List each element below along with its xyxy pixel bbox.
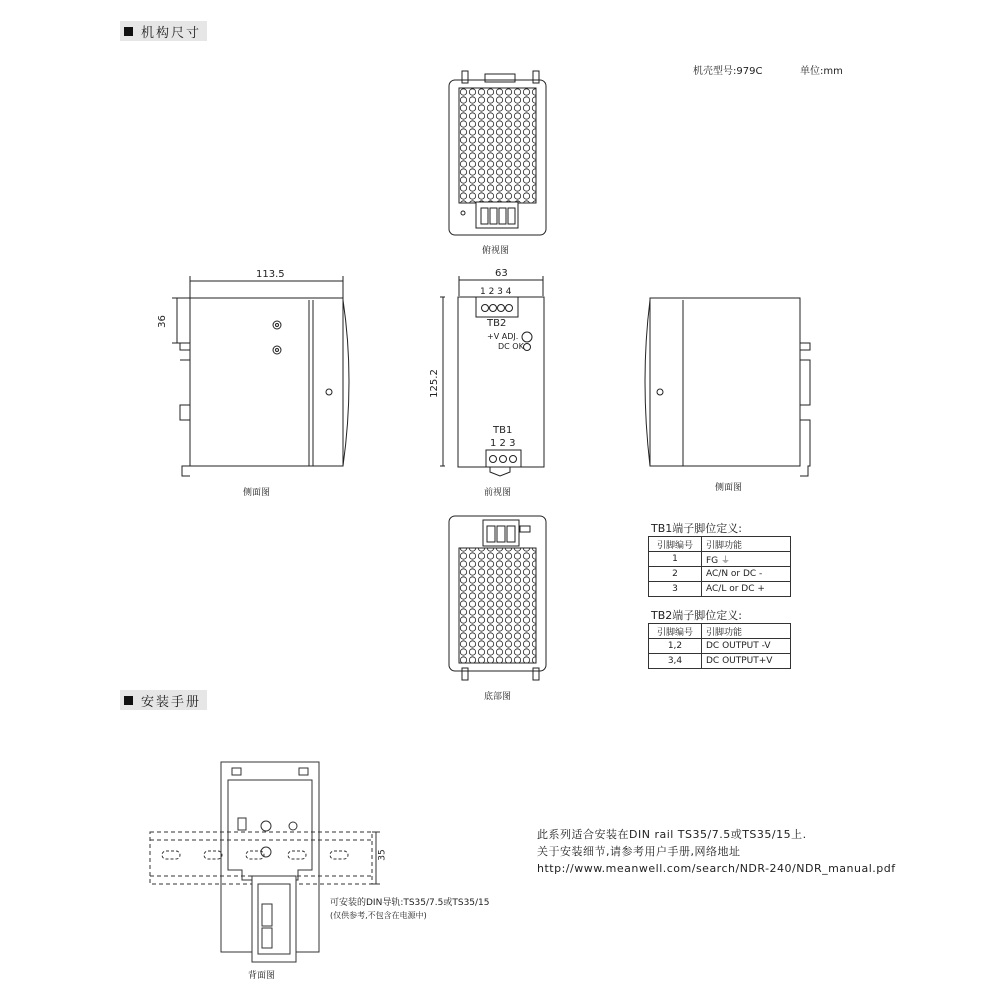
table-header: 引脚功能 <box>702 624 791 639</box>
pin-number: 3,4 <box>649 654 702 669</box>
view-caption-top: 俯视图 <box>482 246 510 256</box>
rail-note: 可安装的DIN导轨:TS35/7.5或TS35/15 <box>330 898 490 908</box>
side-view-left-drawing <box>172 276 349 476</box>
view-caption-side-right: 侧面图 <box>715 483 743 493</box>
tb1-pin-table <box>648 536 791 597</box>
pin-function: DC OUTPUT+V <box>702 654 791 669</box>
dimension-width-front: 63 <box>495 268 508 279</box>
dimension-height-36: 36 <box>156 315 168 328</box>
tb2-table-title: TB2端子脚位定义: <box>651 609 742 622</box>
view-caption-front: 前视图 <box>484 488 512 498</box>
table-row <box>649 582 791 597</box>
pin-number: 3 <box>649 582 702 597</box>
pin-function: AC/N or DC - <box>702 567 791 582</box>
install-line-1: 此系列适合安装在DIN rail TS35/7.5或TS35/15上. <box>537 828 807 841</box>
tb2-pin-numbers: 1 2 3 4 <box>480 287 512 297</box>
table-header: 引脚编号 <box>649 537 702 552</box>
table-row <box>649 552 791 567</box>
tb1-pin-numbers: 1 2 3 <box>490 438 516 449</box>
tb1-label: TB1 <box>493 425 513 436</box>
install-instructions <box>537 826 896 877</box>
dcok-label: DC OK <box>498 342 524 351</box>
dimension-rail-height: 35 <box>377 849 388 861</box>
vadj-label: +V ADJ. <box>487 332 519 341</box>
tb2-label: TB2 <box>487 318 507 329</box>
table-row <box>649 654 791 669</box>
bottom-view-drawing <box>449 516 546 680</box>
section-title: 机构尺寸 <box>141 25 202 41</box>
pin-number: 2 <box>649 567 702 582</box>
rail-note-disclaimer: (仅供参考,不包含在电源中) <box>330 911 427 920</box>
table-header: 引脚功能 <box>702 537 791 552</box>
side-view-right-drawing <box>645 298 810 476</box>
table-header-row <box>649 624 791 639</box>
view-caption-bottom: 底部图 <box>484 692 512 702</box>
back-view-rail-drawing <box>150 762 380 962</box>
dimension-width-side: 113.5 <box>256 269 285 280</box>
unit-label: 单位:mm <box>800 66 843 77</box>
table-header-row <box>649 537 791 552</box>
top-view-drawing <box>449 71 546 235</box>
case-number: 机壳型号:979C <box>693 66 763 77</box>
pin-number: 1,2 <box>649 639 702 654</box>
manual-link[interactable]: http://www.meanwell.com/search/NDR-240/NDR_manual.pdf <box>537 862 896 875</box>
view-caption-back: 背面图 <box>248 971 276 981</box>
tb2-pin-table <box>648 623 791 669</box>
table-row <box>649 567 791 582</box>
tb1-table-title: TB1端子脚位定义: <box>651 522 742 535</box>
install-line-2: 关于安装细节,请参考用户手册,网络地址 <box>537 845 741 858</box>
pin-number: 1 <box>649 552 702 567</box>
pin-function: FG ⏚ <box>702 552 791 567</box>
section-title: 安装手册 <box>141 694 202 710</box>
table-header: 引脚编号 <box>649 624 702 639</box>
view-caption-side-left: 侧面图 <box>243 488 271 498</box>
pin-function: DC OUTPUT -V <box>702 639 791 654</box>
pin-function: AC/L or DC + <box>702 582 791 597</box>
table-row <box>649 639 791 654</box>
dimension-height-front: 125.2 <box>428 369 440 398</box>
